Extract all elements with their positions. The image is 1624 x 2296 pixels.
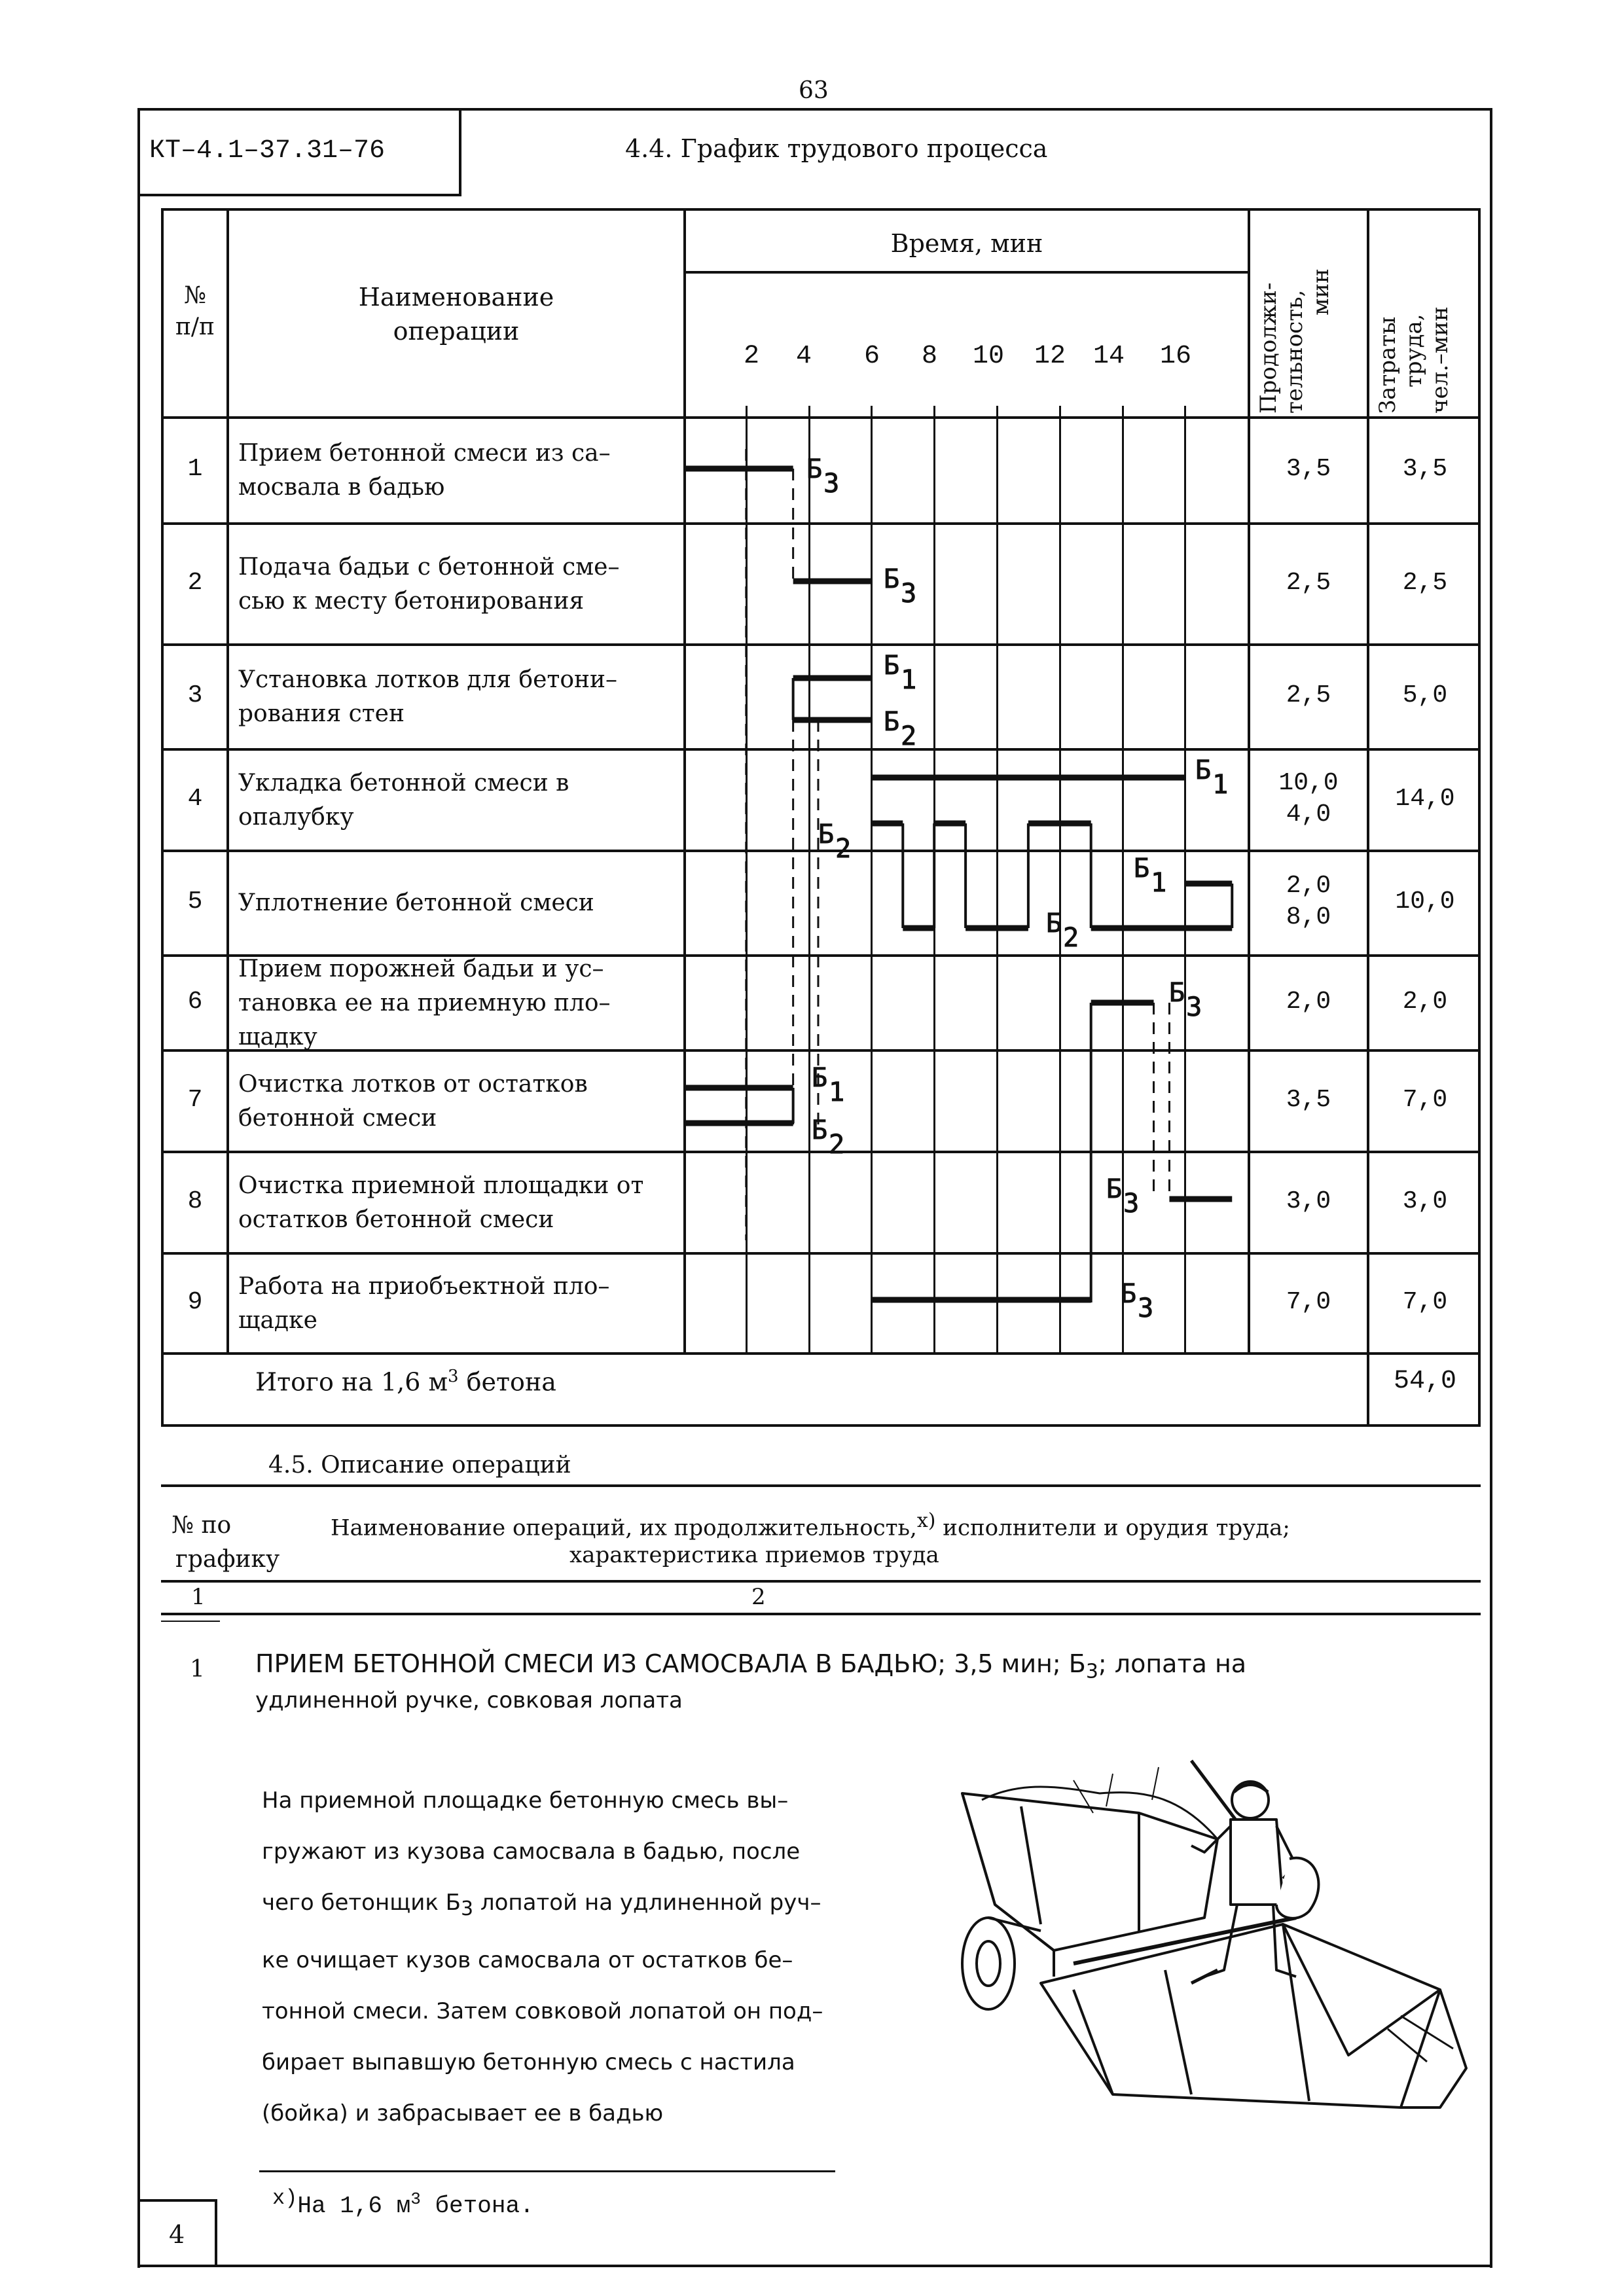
total-label-suffix: бетона <box>458 1367 556 1397</box>
desc-col2-1 <box>331 1509 1290 1541</box>
header-labor-2: труда, <box>1401 314 1427 387</box>
op1-body-line-3b: лопатой на удлиненной руч– <box>473 1890 821 1916</box>
row-name-line: Очистка лотков от остатков <box>238 1070 588 1098</box>
total-value: 54,0 <box>1393 1367 1456 1396</box>
time-tick-label: 4 <box>796 342 812 371</box>
section-45-title: 4.5. Описание операций <box>268 1452 571 1479</box>
row-number: 7 <box>187 1085 203 1114</box>
row-name-line: остатков бетонной смеси <box>238 1206 554 1233</box>
row-number: 4 <box>187 784 203 813</box>
op1-title-b: ; лопата на <box>1098 1649 1247 1678</box>
frame-bottom <box>137 2265 1492 2267</box>
header-time: Время, мин <box>890 229 1043 258</box>
row-duration: 3,5 <box>1286 1085 1331 1114</box>
worker-label: Б2 <box>818 819 852 864</box>
row-name-line: рования стен <box>238 700 405 727</box>
total-label-sup: 3 <box>448 1367 459 1386</box>
row-duration: 2,0 <box>1286 987 1331 1016</box>
op1-title <box>255 1649 1246 1683</box>
row-name-line: Работа на приобъектной пло– <box>238 1272 610 1300</box>
row-name-line: мосвала в бадью <box>238 474 445 501</box>
worker-label: Б1 <box>1134 853 1167 898</box>
desc-col2-1b: исполнители и орудия труда; <box>935 1515 1290 1541</box>
row-labor: 7,0 <box>1402 1287 1448 1316</box>
time-tick-label: 16 <box>1160 342 1192 371</box>
desc-idx-2: 2 <box>751 1584 766 1610</box>
row-duration: 10,0 <box>1278 768 1339 797</box>
row-number: 5 <box>187 888 203 916</box>
worker-label: Б2 <box>1046 908 1079 953</box>
header-num-1: № <box>183 282 207 309</box>
row-number: 2 <box>187 568 203 597</box>
row-name-line: Подача бадьи с бетонной сме– <box>238 553 620 581</box>
row-name-line: тановка ее на приемную пло– <box>238 989 611 1016</box>
op1-body-line-6: бирает выпавшую бетонную смесь с настила <box>262 2049 795 2075</box>
desc-col2-1a: Наименование операций, их продолжительность, <box>331 1515 917 1541</box>
row-duration: 3,5 <box>1286 455 1331 483</box>
doc-code: КТ–4.1–37.31–76 <box>149 136 386 166</box>
row-number: 1 <box>187 455 203 483</box>
header-duration-1: Продолжи- <box>1255 282 1282 414</box>
worker-label: Б3 <box>1106 1174 1140 1219</box>
op1-body-line-5: тонной смеси. Затем совковой лопатой он под– <box>262 1998 823 2024</box>
footnote-sup: x) <box>272 2186 298 2210</box>
worker-label: Б2 <box>812 1115 845 1160</box>
row-name-line: Прием бетонной смеси из са– <box>238 440 611 467</box>
row-labor: 2,5 <box>1402 568 1448 597</box>
footnote-rule <box>259 2170 835 2172</box>
section-44-title: 4.4. График трудового процесса <box>625 134 1048 163</box>
desc-col1-2: графику <box>175 1546 280 1573</box>
op1-body-line-1: На приемной площадке бетонную смесь вы– <box>262 1787 789 1814</box>
footnote-text: На 1,6 м <box>297 2193 411 2219</box>
header-duration-2: тельность, <box>1282 289 1308 414</box>
row-duration: 7,0 <box>1286 1287 1331 1316</box>
time-tick-label: 6 <box>864 342 880 371</box>
worker-label: Б3 <box>1121 1279 1154 1323</box>
worker-label: Б1 <box>1195 755 1229 800</box>
row-duration: 2,0 <box>1286 872 1331 900</box>
worker-label: Б3 <box>1169 978 1202 1022</box>
op1-body-line-4: ке очищает кузов самосвала от остатков бе– <box>262 1946 793 1973</box>
desc-col2-sup: x) <box>916 1509 936 1532</box>
worker-label: Б1 <box>884 651 917 695</box>
row-name-line: сью к месту бетонирования <box>238 587 585 615</box>
time-tick-label: 2 <box>744 342 760 371</box>
row-name-line: Уплотнение бетонной смеси <box>238 889 594 916</box>
row-name-line: Установка лотков для бетони– <box>238 666 617 693</box>
row-name-line: бетонной смеси <box>238 1104 437 1132</box>
time-tick-label: 14 <box>1093 342 1125 371</box>
op1-number: 1 <box>190 1656 205 1683</box>
desc-idx-1: 1 <box>191 1584 206 1610</box>
corner-number: 4 <box>169 2220 185 2249</box>
row-name-line: Укладка бетонной смеси в <box>238 769 569 797</box>
row-number: 6 <box>187 987 203 1016</box>
row-duration: 4,0 <box>1286 800 1331 829</box>
time-tick-label: 12 <box>1034 342 1066 371</box>
footnote-sup2: 3 <box>410 2189 421 2209</box>
row-name-line: щадку <box>238 1023 317 1050</box>
header-labor-1: Затраты <box>1375 316 1401 414</box>
time-tick-label: 8 <box>922 342 938 371</box>
footnote-suffix: бетона. <box>420 2193 534 2219</box>
desc-line-2 <box>161 1580 1481 1583</box>
op1-body-line-2: гружают из кузова самосвала в бадью, после <box>262 1839 801 1865</box>
op1-title-2: удлиненной ручке, совковая лопата <box>255 1687 683 1713</box>
page-number: 63 <box>799 77 829 104</box>
row-duration: 8,0 <box>1286 903 1331 931</box>
op1-body-line-3 <box>262 1877 929 1935</box>
row-name-line: Прием порожней бадьи и ус– <box>238 955 604 982</box>
row-labor: 3,0 <box>1402 1187 1448 1215</box>
row-number: 3 <box>187 681 203 709</box>
total-label <box>255 1367 556 1397</box>
truck-unloading-illustration <box>943 1754 1479 2173</box>
row-name-line: опалубку <box>238 803 354 831</box>
total-label-text: Итого на 1,6 м <box>255 1367 448 1397</box>
row-duration: 2,5 <box>1286 681 1331 709</box>
row-duration: 3,0 <box>1286 1187 1331 1215</box>
desc-col1-1: № по <box>171 1512 232 1539</box>
header-duration-3: мин <box>1308 268 1334 315</box>
row-labor: 3,5 <box>1402 455 1448 483</box>
desc-line-3 <box>161 1613 1481 1615</box>
row-number: 8 <box>187 1187 203 1215</box>
op1-body-line-3-sub: 3 <box>461 1897 474 1920</box>
desc-line-1 <box>161 1484 1481 1487</box>
header-name-1: Наименование <box>358 283 554 312</box>
row-labor: 2,0 <box>1402 987 1448 1016</box>
footnote <box>272 2186 534 2219</box>
worker-label: Б1 <box>812 1063 845 1107</box>
row-labor: 7,0 <box>1402 1085 1448 1114</box>
row-labor: 14,0 <box>1395 784 1455 813</box>
row-labor: 5,0 <box>1402 681 1448 709</box>
row-name-line: щадке <box>238 1306 317 1334</box>
worker-label: Б3 <box>884 564 917 609</box>
header-labor-3: чел.–мин <box>1427 306 1453 414</box>
header-name-2: операции <box>393 317 520 346</box>
desc-line-idx <box>161 1621 220 1622</box>
worker-label: Б3 <box>806 454 840 499</box>
time-tick-label: 10 <box>973 342 1005 371</box>
row-name-line: Очистка приемной площадки от <box>238 1172 644 1199</box>
op1-body-line-3a: чего бетонщик Б <box>262 1890 461 1916</box>
row-labor: 10,0 <box>1395 888 1455 916</box>
row-duration: 2,5 <box>1286 568 1331 597</box>
op1-title-sub: 3 <box>1085 1660 1098 1683</box>
header-num-2: п/п <box>175 314 215 340</box>
op1-title-a: ПРИЕМ БЕТОННОЙ СМЕСИ ИЗ САМОСВАЛА В БАДЬЮ; 3,5 мин; Б <box>255 1649 1086 1678</box>
row-number: 9 <box>187 1287 203 1316</box>
desc-col2-2: характеристика приемов труда <box>569 1542 939 1568</box>
op1-body-line-7: (бойка) и забрасывает ее в бадью <box>262 2100 664 2126</box>
worker-label: Б2 <box>884 707 917 751</box>
op1-body <box>262 1775 929 2139</box>
